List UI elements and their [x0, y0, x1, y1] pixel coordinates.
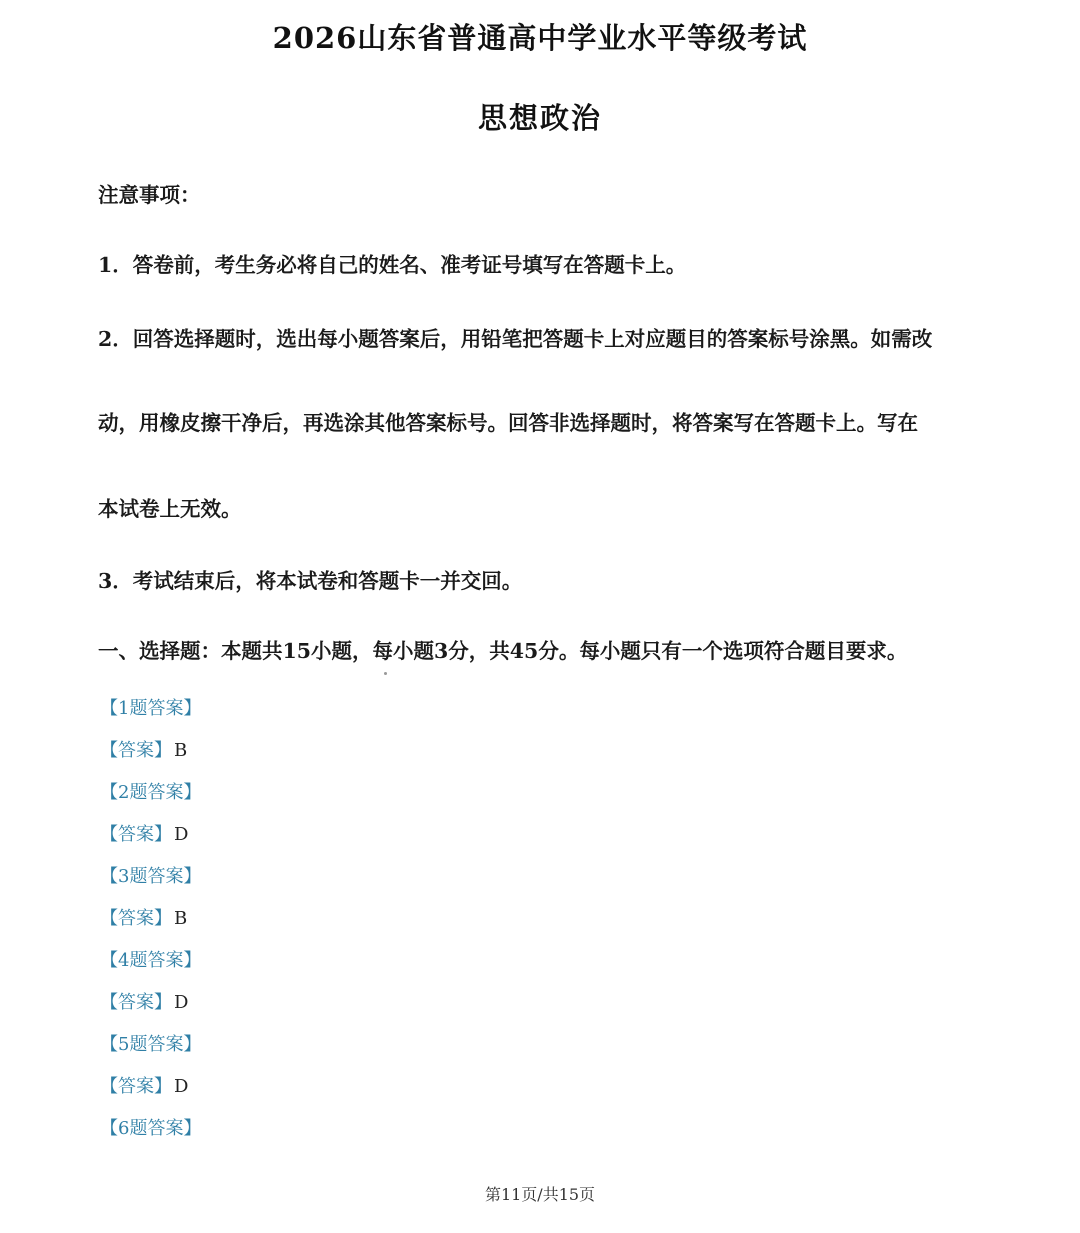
answer-row — [100, 1072, 188, 1098]
answer-label: 【答案】 — [100, 824, 172, 845]
scan-speck — [384, 672, 387, 675]
page-number: 第11页/共15页 — [484, 1185, 596, 1204]
answer-value: B — [174, 908, 188, 929]
notice-item-3: 3．考试结束后，将本试卷和答题卡一并交回。 — [98, 569, 523, 593]
question-label — [100, 694, 201, 720]
question-label — [100, 946, 201, 972]
answer-value: D — [174, 1076, 189, 1097]
notice-item-2-line-2: 动，用橡皮擦干净后，再选涂其他答案标号。回答非选择题时，将答案写在答题卡上。写在 — [98, 411, 918, 435]
subject-title: 思想政治 — [477, 101, 602, 135]
exam-title: 2026山东省普通高中学业水平等级考试 — [272, 21, 808, 55]
question-label — [100, 1114, 201, 1140]
question-label-text: 【4题答案】 — [100, 950, 202, 971]
question-label-text: 【5题答案】 — [100, 1034, 202, 1055]
answer-row — [100, 736, 187, 762]
answer-row — [100, 904, 187, 930]
question-label-text: 【2题答案】 — [100, 782, 202, 803]
question-label-text: 【1题答案】 — [100, 698, 202, 719]
answer-label: 【答案】 — [100, 992, 172, 1013]
question-label — [100, 862, 201, 888]
question-label-text: 【6题答案】 — [100, 1118, 202, 1139]
notice-item-2-line-3: 本试卷上无效。 — [98, 497, 242, 521]
answer-label: 【答案】 — [100, 1076, 172, 1097]
question-label — [100, 1030, 201, 1056]
notice-item-1: 1．答卷前，考生务必将自己的姓名、准考证号填写在答题卡上。 — [98, 253, 687, 277]
section-heading: 一、选择题：本题共15小题，每小题3分，共45分。每小题只有一个选项符合题目要求。 — [98, 639, 908, 663]
answer-label: 【答案】 — [100, 740, 172, 761]
notice-heading: 注意事项： — [98, 183, 201, 207]
answer-label: 【答案】 — [100, 908, 172, 929]
answer-value: D — [174, 824, 189, 845]
answer-row — [100, 988, 188, 1014]
question-label — [100, 778, 201, 804]
notice-item-2-line-1: 2．回答选择题时，选出每小题答案后，用铅笔把答题卡上对应题目的答案标号涂黑。如需改 — [98, 327, 933, 351]
question-label-text: 【3题答案】 — [100, 866, 202, 887]
answer-value: D — [174, 992, 189, 1013]
answer-value: B — [174, 740, 188, 761]
answer-row — [100, 820, 188, 846]
